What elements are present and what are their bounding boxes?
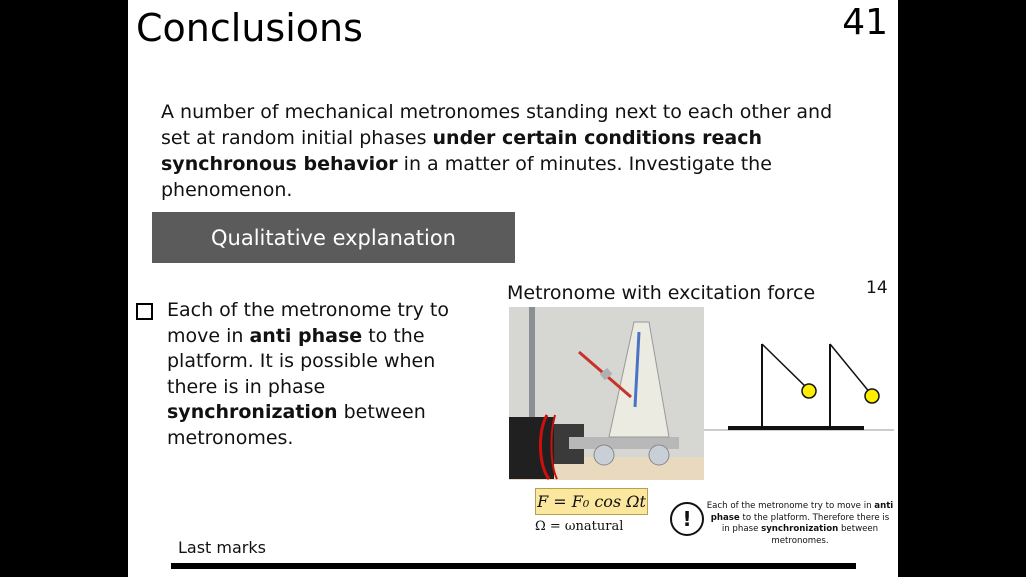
note-text-3: between metronomes. bbox=[771, 524, 879, 546]
frequency-formula: Ω = ωnatural bbox=[535, 519, 624, 534]
figure-title: Metronome with excitation force bbox=[507, 282, 816, 304]
bullet-text bbox=[167, 298, 466, 451]
bullet-bold-1: anti phase bbox=[249, 324, 363, 347]
pendulum-diagram bbox=[704, 307, 894, 480]
pendulum-bob-1 bbox=[802, 384, 816, 398]
bullet-text-1: Each of the metronome try to move in bbox=[167, 299, 449, 347]
bullet-bold-2: synchronization bbox=[167, 401, 338, 423]
pendulum-bob-2 bbox=[865, 389, 879, 403]
slide-title: Conclusions bbox=[136, 6, 363, 50]
footer-label: Last marks bbox=[178, 538, 266, 557]
checkbox-icon bbox=[136, 303, 153, 320]
intro-text-end: in a matter of minutes. Investigate the phenomenon. bbox=[161, 153, 772, 201]
force-formula: F = F₀ cos Ωt bbox=[535, 488, 648, 515]
progress-bar bbox=[171, 563, 856, 569]
metronome-photo bbox=[509, 307, 704, 480]
intro-paragraph bbox=[161, 99, 861, 203]
note-bold-1: anti phase bbox=[710, 501, 894, 523]
intro-text: A number of mechanical metronomes standing next to each other and set at random initial phases bbox=[161, 101, 833, 149]
exclamation-icon: ! bbox=[670, 502, 704, 536]
intro-bold: under certain conditions reach synchronous behavior bbox=[161, 127, 763, 175]
figure-number: 14 bbox=[866, 278, 888, 298]
bullet-text-3: between metronomes. bbox=[167, 401, 426, 449]
note-text-1: Each of the metronome try to move in bbox=[706, 501, 875, 511]
slide bbox=[128, 0, 898, 577]
bullet-item bbox=[136, 298, 466, 451]
section-banner: Qualitative explanation bbox=[152, 212, 515, 263]
bullet-text-2: to the platform. It is possible when there is in phase bbox=[167, 324, 436, 398]
note-text bbox=[706, 501, 894, 547]
slide-number: 41 bbox=[842, 2, 888, 43]
note-text-2: to the platform. Therefore there is in phase bbox=[721, 512, 890, 534]
note-bold-2: synchronization bbox=[761, 524, 839, 534]
